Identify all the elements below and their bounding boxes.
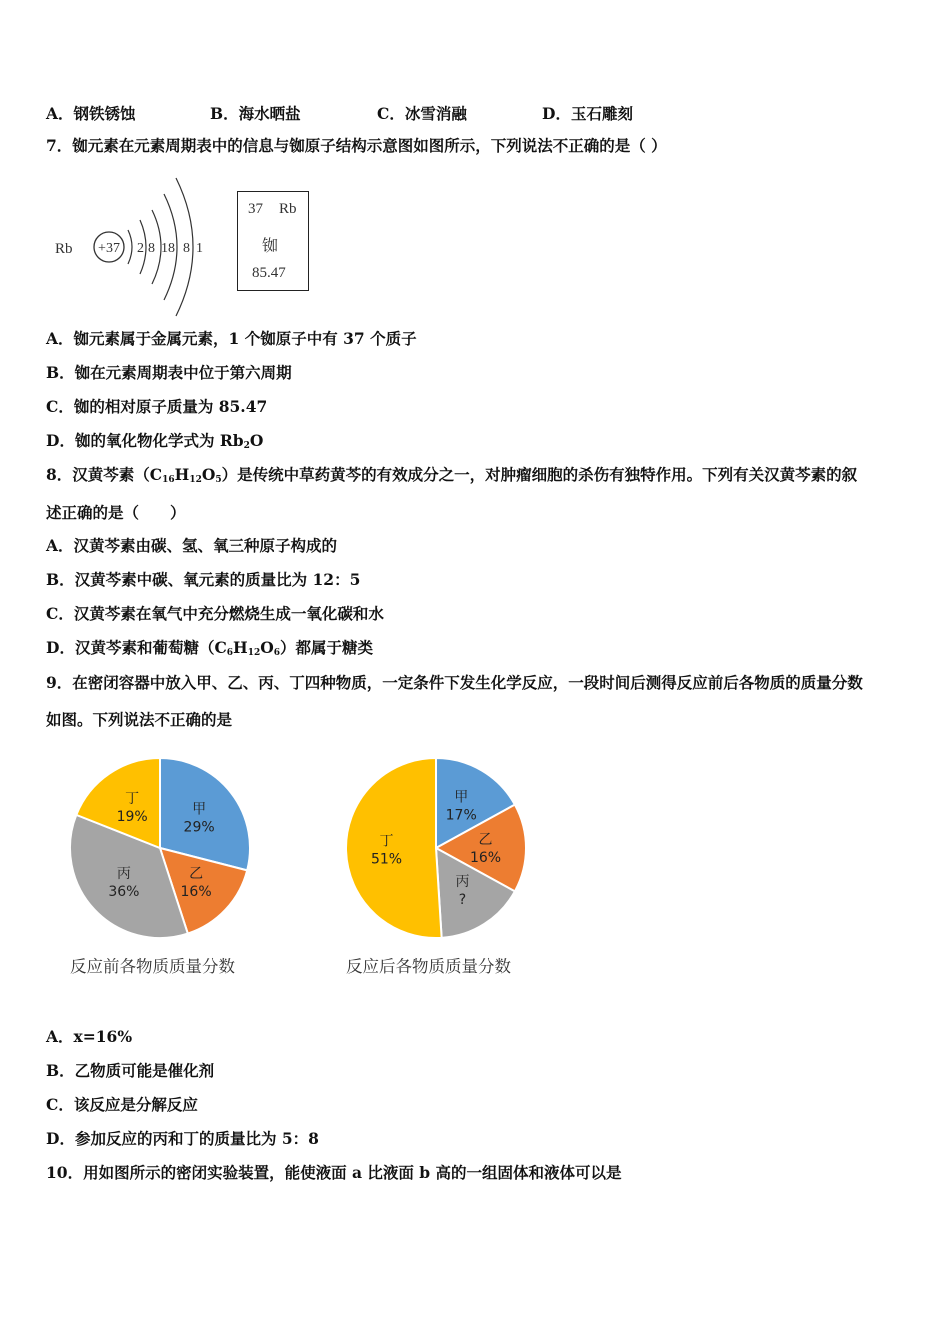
q6-option-c: C．冰雪消融 — [377, 104, 467, 123]
q10-stem: 10．用如图所示的密闭实验装置，能使液面 a 比液面 b 高的一组固体和液体可以是 — [46, 1163, 622, 1182]
q7-option-b: B．铷在元素周期表中位于第六周期 — [46, 363, 292, 382]
pie-slice-after-ding — [346, 758, 442, 938]
q7-option-c: C．铷的相对原子质量为 85.47 — [46, 397, 268, 416]
rubidium-atom-diagram — [50, 172, 220, 322]
q7-option-a: A．铷元素属于金属元素，1 个铷原子中有 37 个质子 — [46, 329, 417, 348]
q6-option-b: B．海水晒盐 — [210, 104, 301, 123]
element-number: 37 — [248, 201, 263, 217]
pie-category-label: 丁 — [125, 791, 140, 808]
q6-option-a: A．钢铁锈蚀 — [46, 104, 136, 123]
q9-stem-line2: 如图。下列说法不正确的是 — [46, 710, 233, 729]
q9-option-c: C．该反应是分解反应 — [46, 1095, 198, 1114]
electron-shell-1 — [128, 230, 132, 264]
pie-value-label: 17% — [445, 807, 477, 824]
nucleus-charge: +37 — [98, 241, 120, 256]
atom-symbol: Rb — [55, 241, 73, 257]
shell-count-1: 2 — [137, 241, 144, 256]
q6-option-d: D．玉石雕刻 — [542, 104, 633, 123]
pie-value-label: 51% — [370, 851, 403, 868]
pie-category-label: 乙 — [478, 832, 493, 848]
pie-category-label: 乙 — [189, 865, 204, 882]
pie-category-label: 甲 — [454, 789, 469, 806]
q9-stem-line1: 9．在密闭容器中放入甲、乙、丙、丁四种物质，一定条件下发生化学反应，一段时间后测得反应前后各物质的质量分数 — [46, 673, 863, 692]
q9-option-b: B．乙物质可能是催化剂 — [46, 1061, 215, 1080]
pie-after-caption: 反应后各物质质量分数 — [346, 957, 511, 976]
element-mass: 85.47 — [252, 265, 286, 281]
pie-chart-before — [60, 748, 260, 948]
q8-option-c: C．汉黄芩素在氧气中充分燃烧生成一氧化碳和水 — [46, 604, 384, 623]
pie-category-label: 丁 — [379, 833, 394, 850]
pie-value-label: 36% — [108, 883, 140, 900]
shell-count-2: 8 — [148, 241, 155, 256]
pie-value-label: 19% — [116, 809, 148, 826]
element-name: 铷 — [262, 236, 279, 255]
pie-category-label: 丙 — [455, 873, 470, 890]
pie-value-label: ? — [458, 891, 467, 908]
q7-option-d: D．铷的氧化物化学式为 $Rb_2O$ — [46, 431, 264, 451]
q8-option-a: A．汉黄芩素由碳、氢、氧三种原子构成的 — [46, 536, 338, 555]
pie-category-label: 甲 — [192, 801, 207, 818]
pie-value-label: 16% — [469, 850, 502, 866]
q8-option-b: B．汉黄芩素中碳、氧元素的质量比为 12：5 — [46, 570, 361, 589]
element-symbol: Rb — [279, 201, 297, 217]
shell-count-3: 18 — [161, 241, 175, 256]
q9-option-a: A．x=16% — [46, 1027, 133, 1046]
q8-stem-line2: 述正确的是（ ） — [46, 503, 186, 522]
shell-count-4: 8 — [183, 241, 190, 256]
pie-before-caption: 反应前各物质质量分数 — [70, 957, 235, 976]
pie-chart-after — [336, 748, 536, 948]
element-card — [237, 191, 309, 291]
pie-value-label: 16% — [180, 883, 212, 900]
q8-stem: 8．汉黄芩素$(C_{16}H_{12}O_5)$是传统中草药黄芩的有效成分之一，对肿瘤细胞的杀伤有独特作用。下列有关汉黄芩素的叙 — [46, 465, 858, 485]
q7-stem: 7．铷元素在元素周期表中的信息与铷原子结构示意图如图所示，下列说法不正确的是（ ） — [46, 136, 667, 155]
shell-count-5: 1 — [196, 241, 203, 256]
pie-value-label: 29% — [183, 819, 215, 836]
q8-option-d: D．汉黄芩素和葡萄糖$(C_6H_{12}O_6)$都属于糖类 — [46, 638, 374, 658]
pie-category-label: 丙 — [116, 865, 131, 882]
q9-option-d: D．参加反应的丙和丁的质量比为 5：8 — [46, 1129, 319, 1148]
